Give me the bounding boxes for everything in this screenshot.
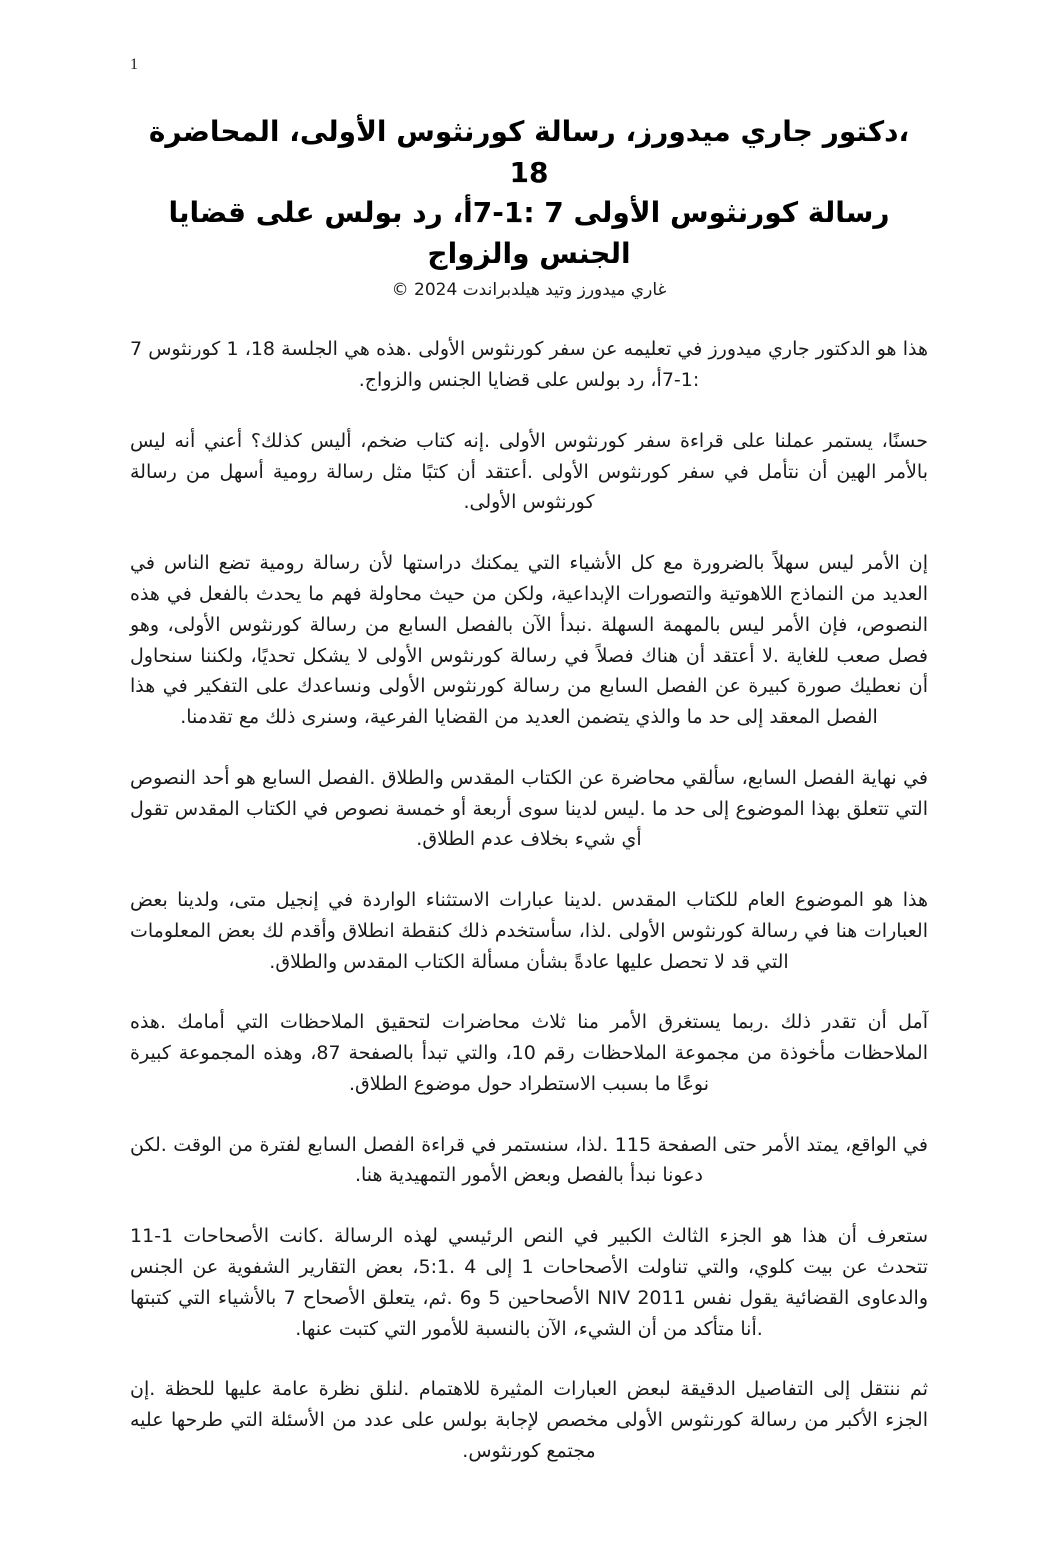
page-number: 1 <box>130 56 138 73</box>
paragraph: في الواقع، يمتد الأمر حتى الصفحة 115 .لذا، سنستمر في قراءة الفصل السابع لفترة من الوقت .لكن دعونا نبدأ بالفصل وبعض الأمور التمهيدية هنا. <box>130 1133 928 1187</box>
paragraph: آمل أن تقدر ذلك .ربما يستغرق الأمر منا ثلاث محاضرات لتحقيق الملاحظات التي أمامك .هذه الملاحظات مأخوذة من مجموعة الملاحظات رقم 10، والتي تبدأ بالصفحة 87، وهذه المجموعة كبيرة نوعًا ما بسبب الاستطراد حول موضوع الطلاق. <box>130 1011 928 1095</box>
paragraph: هذا هو الموضوع العام للكتاب المقدس .لدينا عبارات الاستثناء الواردة في إنجيل متى، ولدينا بعض العبارات هنا في رسالة كورنثوس الأولى .لذا، سأستخدم ذلك كنقطة انطلاق وأقدم لك بعض المعلومات التي قد لا تحصل عليها عادةً بشأن مسألة الكتاب المقدس والطلاق. <box>130 889 928 973</box>
title-line-2: رسالة كورنثوس الأولى 7 :1-7أ، رد بولس على قضايا <box>168 196 890 230</box>
paragraph: في نهاية الفصل السابع، سألقي محاضرة عن الكتاب المقدس والطلاق .الفصل السابع هو أحد النصوص التي تتعلق بهذا الموضوع إلى حد ما .ليس لدينا سوى أربعة أو خمسة نصوص في الكتاب المقدس تقول أي شيء بخلاف عدم الطلاق. <box>130 766 928 851</box>
title-line-1: ،دكتور جاري ميدورز، رسالة كورنثوس الأولى، المحاضرة 18 <box>148 115 910 189</box>
title-line-3: الجنس والزواج <box>427 236 631 270</box>
paragraph: ستعرف أن هذا هو الجزء الثالث الكبير في النص الرئيسي لهذه الرسالة .كانت الأصحاحات 1-11 تتحدث عن بيت كلوي، والتي تناولت الأصحاحات 1 إلى 4 .5:1، بعض التقارير الشفوية عن الجنس والدعاوى القضائية يقول نفس NIV 2011 الأصحاحين 5 و6 .ثم، يتعلق الأصحاح 7 بالأشياء التي كتبتها .أنا متأكد من أن الشيء، الآن بالنسبة للأمور التي كتبت عنها. <box>130 1225 929 1340</box>
paragraph: حسنًا، يستمر عملنا على قراءة سفر كورنثوس الأولى .إنه كتاب ضخم، أليس كذلك؟ أعني أنه ليس بالأمر الهين أن نتأمل في سفر كورنثوس الأولى .أعتقد أن كتبًا مثل رسالة رومية أسهل من رسالة كورنثوس الأولى. <box>130 429 928 514</box>
paragraph: إن الأمر ليس سهلاً بالضرورة مع كل الأشياء التي يمكنك دراستها لأن رسالة رومية تضع الناس في العديد من النماذج اللاهوتية والتصورات الإبداعية، ولكن من حيث محاولة فهم ما يحدث بالفعل في هذه النصوص، فإن الأمر ليس بالمهمة السهلة .نبدأ الآن بالفصل السابع من رسالة كورنثوس الأولى، وهو فصل صعب للغاية .لا أعتقد أن هناك فصلاً في رسالة كورنثوس الأولى لا يشكل تحديًا، ولكننا سنحاول أن نعطيك صورة كبيرة عن الفصل السابع من رسالة كورنثوس الأولى ونساعدك على التفكير في هذا الفصل المعقد إلى حد ما والذي يتضمن العديد من القضايا الفرعية، وسنرى ذلك مع تقدمنا. <box>130 552 928 729</box>
document-title <box>130 112 928 274</box>
copyright-line: غاري ميدورز وتيد هيلدبراندت 2024 © <box>391 280 667 301</box>
paragraph: ثم ننتقل إلى التفاصيل الدقيقة لبعض العبارات المثيرة للاهتمام .لنلق نظرة عامة عليها للحظة .إن الجزء الأكبر من رسالة كورنثوس الأولى مخصص لإجابة بولس على عدد من الأسئلة التي طرحها عليه مجتمع كورنثوس. <box>130 1378 928 1462</box>
paragraph: هذا هو الدكتور جاري ميدورز في تعليمه عن سفر كورنثوس الأولى .هذه هي الجلسة 18، 1 كورنثوس 7 :1-7أ، رد بولس على قضايا الجنس والزواج. <box>130 338 928 392</box>
document-body <box>130 334 928 1466</box>
